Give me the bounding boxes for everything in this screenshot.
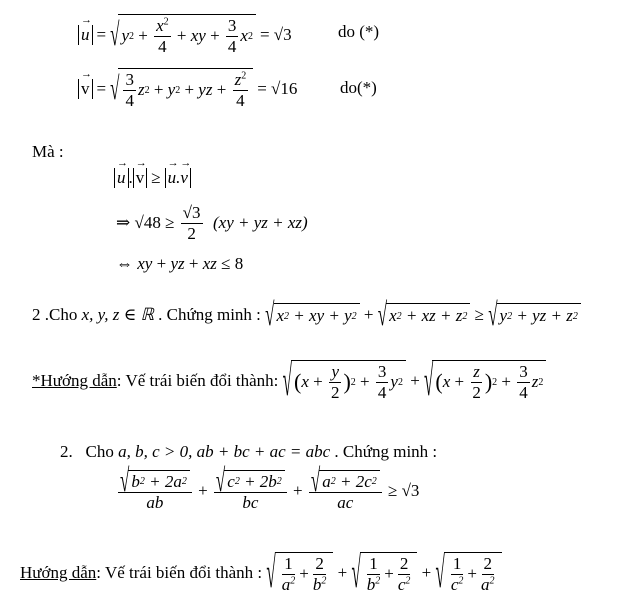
u-norm-radical: √ y 2 + $\frac{x^2}{4}$ + xy + $\frac{3}{4}$ x 2 (110, 14, 256, 56)
hint-1-radical-2: √ ( x + $\frac{z}{2}$ ) 2 + $\frac{3}{4}$ z 2 (424, 360, 546, 402)
problem-2-vars: x, y, z ∈ ℝ (81, 304, 154, 324)
problem-2: 2 .Cho x, y, z ∈ ℝ . Chứng minh : √ x 2 + xy + y 2 + √ x 2 + xz + z 2 ≥ √ y 2 + yz + z 2 (32, 303, 581, 326)
inequality-cauchy: → u . → v ≥ → u.→ v (114, 168, 191, 188)
v-norm-radical: √ $\frac{3}{4}$ z 2 + y 2 + yz + $\frac{z^2}{4}$ (110, 68, 253, 110)
problem-3 (60, 442, 437, 462)
problem-3-middle: . Chứng minh : (334, 442, 438, 461)
note-v: do(*) (340, 78, 377, 97)
equation-u-norm: → u = √ y 2 + $\frac{x^2}{4}$ + xy + $\frac{3}{4}$ x 2 = √3 (78, 14, 292, 56)
problem-3-cond: a, b, c > 0, ab + bc + ac = abc (118, 442, 331, 461)
problem-2-middle: . Chứng minh : (158, 304, 261, 324)
u-vector-norm: → u (78, 25, 93, 45)
hint-2-radical-2: √ $\frac{1}{b^2}$ + $\frac{2}{c^2}$ (351, 552, 417, 594)
ma-label: Mà : (32, 142, 64, 161)
hint-2: Hướng dẫn : Vế trái biến đổi thành : √ $\frac{1}{a^2}$ + $\frac{2}{b^2}$ + √ $\frac{1}{b^2}$ + $\frac{2}{c^2}$ + √ $\frac{1}{c^2}$ + $\frac{2}{a^2}$ (20, 552, 502, 594)
problem-3-prefix: Cho (85, 442, 114, 461)
hint-2-radical-3: √ $\frac{1}{c^2}$ + $\frac{2}{a^2}$ (436, 552, 502, 594)
problem-3-inequality: √ b 2 + 2a 2 ab + √ c 2 + 2b 2 bc + √ a 2 + 2c 2 ac ≥ √3 (120, 462, 420, 512)
inequality-result: ⇔ xy + yz + xz ≤ 8 (116, 254, 244, 273)
note-u: do (*) (338, 22, 380, 41)
hint-2-label: Hướng dẫn (20, 562, 97, 582)
hint-2-radical-1: √ $\frac{1}{a^2}$ + $\frac{2}{b^2}$ (266, 552, 333, 594)
inequality-implication: ⇒ √48 ≥ $\frac{√3}{2}$ (xy + yz + xz) (116, 203, 308, 243)
hint-1: *Hướng dẫn : Vế trái biến đổi thành: √ ( x + $\frac{y}{2}$ ) 2 + $\frac{3}{4}$ y 2 + √ ( x + $\frac{z}{2}$ ) 2 + $\frac{3}{4}$ z 2 (32, 360, 546, 402)
problem-2-radical-3: √ y 2 + yz + z 2 (488, 303, 581, 326)
problem-2-radical-1: √ x 2 + xy + y 2 (265, 303, 359, 326)
hint-1-radical-1: √ ( x + $\frac{y}{2}$ ) 2 + $\frac{3}{4}$ y 2 (283, 360, 406, 402)
equation-v-norm: → v = √ $\frac{3}{4}$ z 2 + y 2 + yz + $\frac{z^2}{4}$ = √16 (78, 68, 297, 110)
problem-3-number: 2. (60, 442, 73, 461)
problem-2-radical-2: √ x 2 + xz + z 2 (378, 303, 471, 326)
hint-1-text: : Vế trái biến đổi thành: (116, 370, 279, 390)
hint-2-text: : Vế trái biến đổi thành : (96, 562, 263, 582)
hint-1-label: *Hướng dẫn (32, 370, 117, 390)
problem-2-prefix: 2 .Cho (32, 304, 78, 324)
v-vector-norm: → v (78, 79, 93, 99)
